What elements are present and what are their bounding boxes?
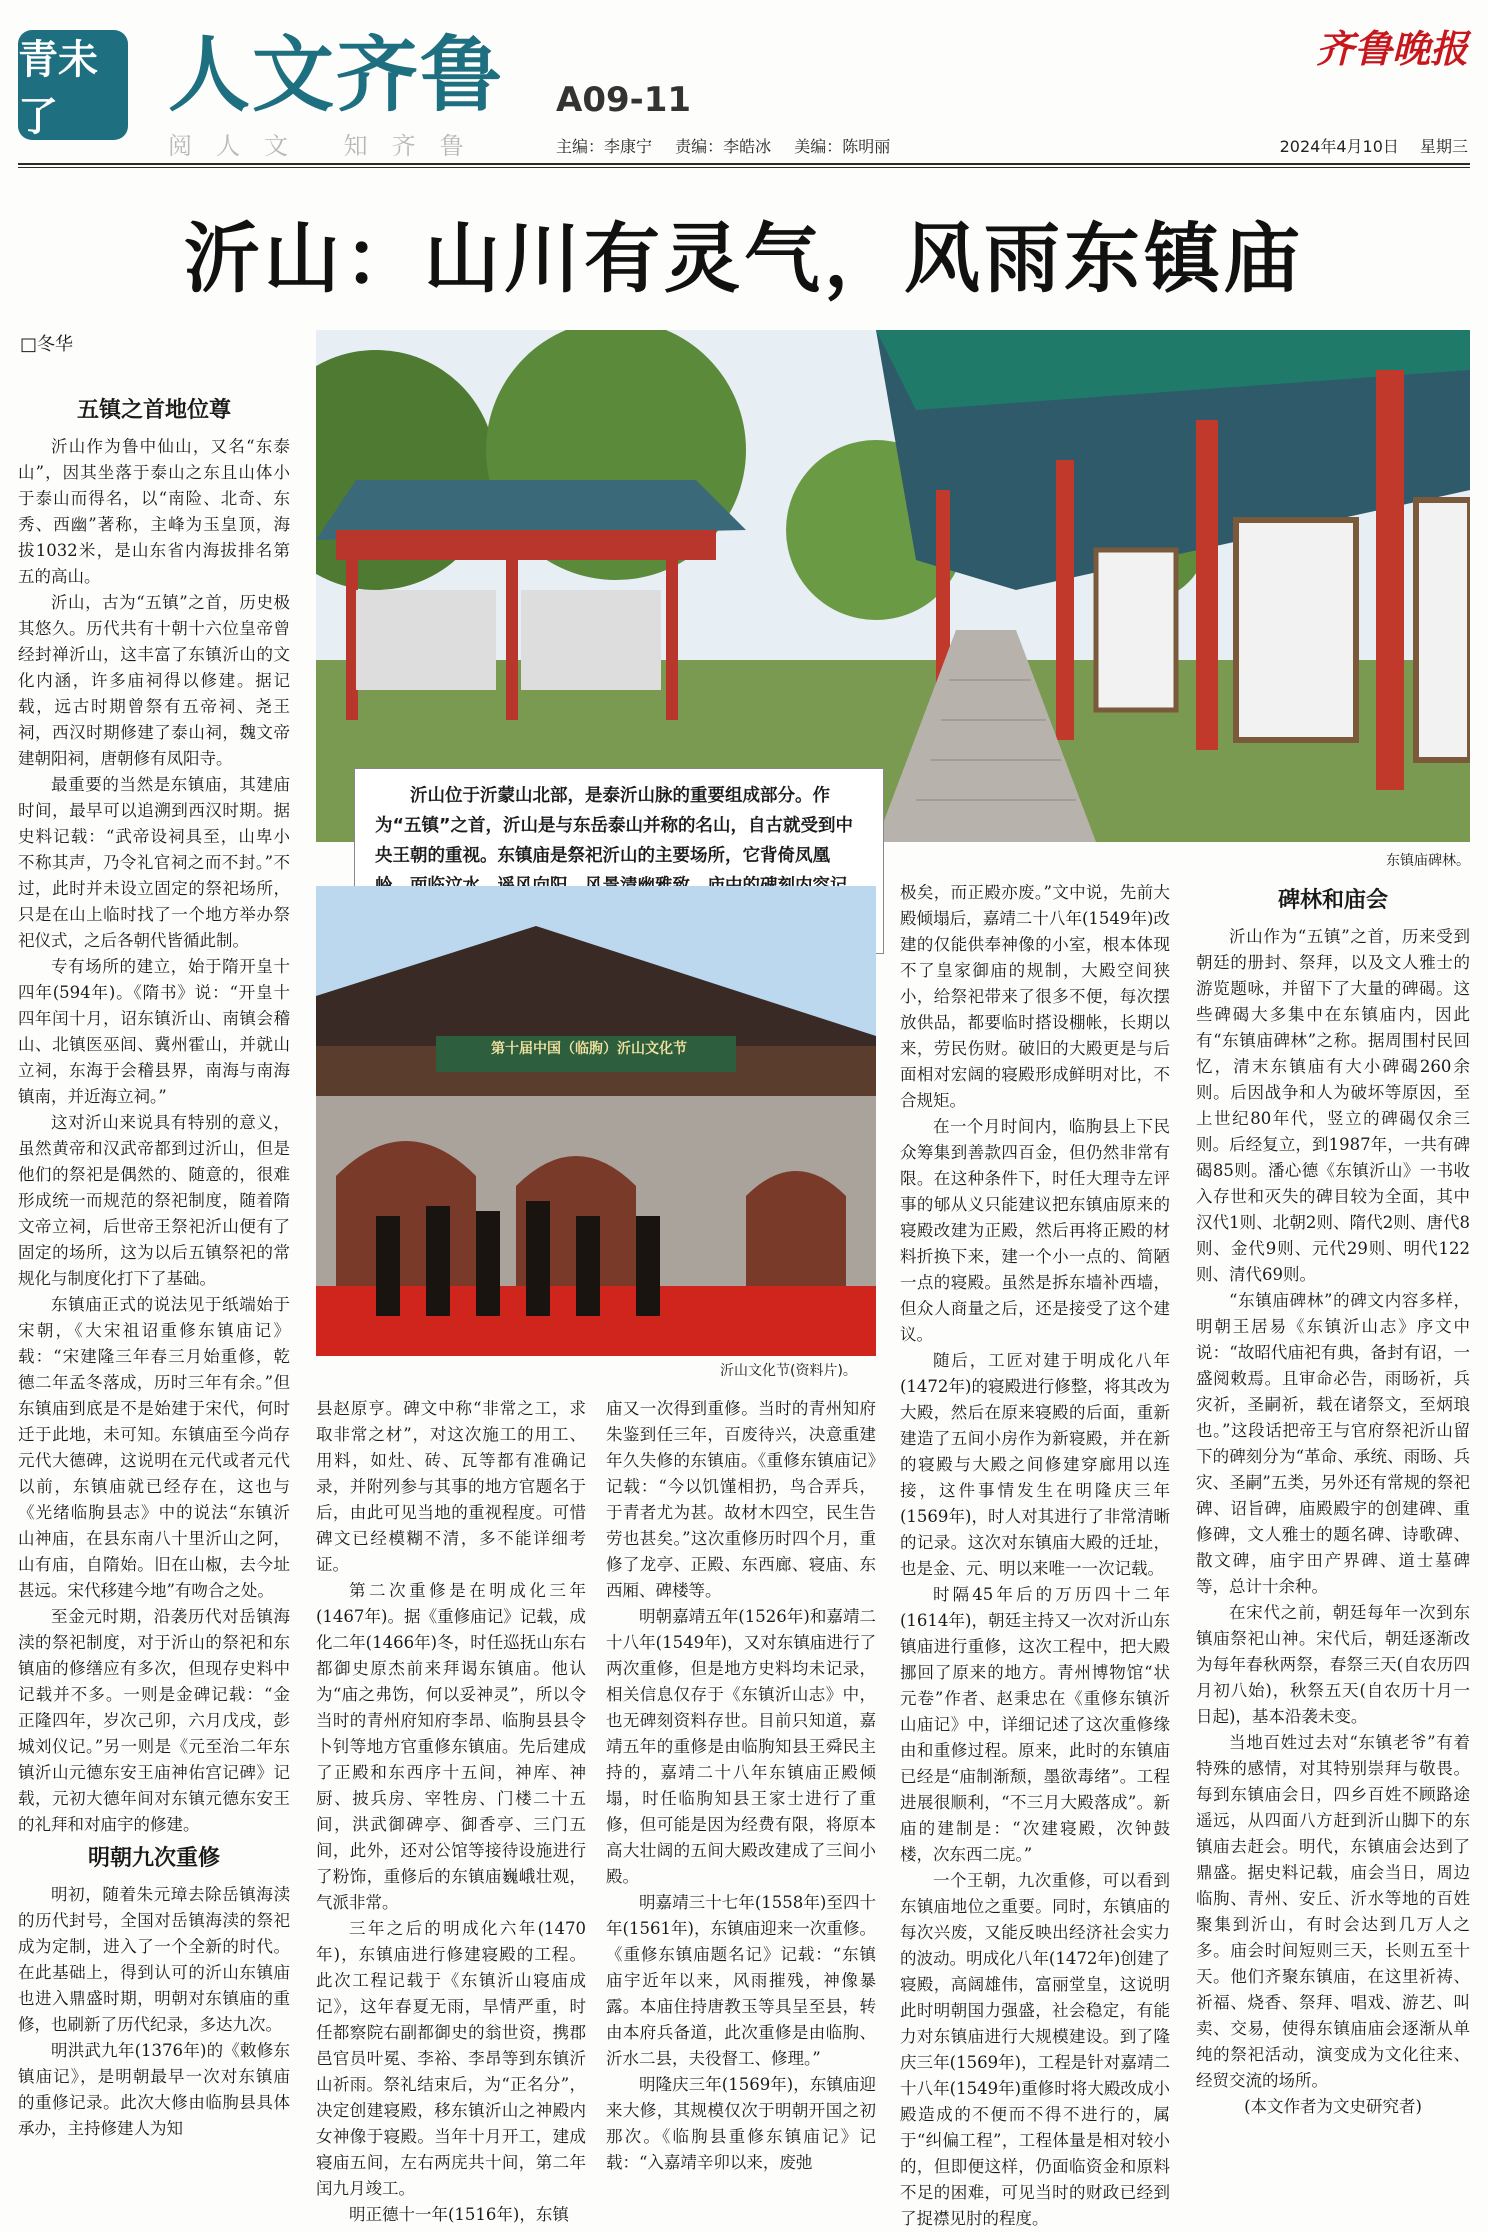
column-1 <box>18 390 290 2142</box>
page-code: A09-11 <box>556 80 692 120</box>
logo <box>18 30 128 140</box>
column-3 <box>606 1396 876 2176</box>
photo2-caption: 沂山文化节(资料片)。 <box>720 1363 857 1379</box>
photo-culture-festival <box>316 886 876 1356</box>
photo-stele-forest-image <box>316 330 1470 842</box>
dateline <box>1264 134 1468 157</box>
responsible-editor: 责编：李皓冰 <box>675 137 772 156</box>
slogan: 阅人文 知齐鲁 <box>168 132 488 160</box>
date: 2024年4月10日 <box>1279 137 1399 156</box>
paragraph: 至金元时期，沿袭历代对岳镇海渎的祭祀制度，对于沂山的祭祀和东镇庙的修缮应有多次，但现存史料中记载并不多。一则是金碑记载：“金正隆四年，岁次己卯，六月戊戌，彭城刘仪记。”另一则是《元至治二年东镇沂山元德东安王庙神佑宫记碑》记载，元初大德年间对东镇元德东安王的礼拜和对庙宇的修建。 <box>18 1607 290 1834</box>
headline: 沂山：山川有灵气，风雨东镇庙 <box>184 214 1304 303</box>
masthead-rule <box>18 163 1470 165</box>
column-5 <box>1196 880 1470 2120</box>
section-heading: 碑林和庙会 <box>1277 888 1388 913</box>
paragraph: 极矣，而正殿亦废。”文中说，先前大殿倾塌后，嘉靖二十八年(1549年)改建的仅能供奉神像的小室，根本体现不了皇家御庙的规制，大殿空间狭小，给祭祀带来了很多不便，每次摆放供品，都要临时搭设棚帐，长期以来，劳民伤财。破旧的大殿更是与后面相对宏阔的寝殿形成鲜明对比，不合规矩。 <box>900 883 1170 1110</box>
paragraph: 第二次重修是在明成化三年(1467年)。据《重修庙记》记载，成化二年(1466年)冬，时任巡抚山东右都御史原杰前来拜谒东镇庙。他认为“庙之弗饬，何以妥神灵”，所以令当时的青州府知府李昂、临朐县县令卜钊等地方官重修东镇庙。先后建成了正殿和东西序十五间，神库、神厨、披兵房、宰牲房、门楼二十五间，洪武御碑亭、御香亭、三门五间，此外，还对公馆等接待设施进行了粉饰，重修后的东镇庙巍峨壮观，气派非常。 <box>316 1581 586 1912</box>
section-title: 人文齐鲁 <box>168 28 505 123</box>
paragraph: 在宋代之前，朝廷每年一次到东镇庙祭祀山神。宋代后，朝廷逐渐改为每年春秋两祭，春祭三天(自农历四月初八始)，秋祭五天(自农历十月一日起)，基本沿袭未变。 <box>1196 1603 1470 1726</box>
column-2 <box>316 1396 586 2228</box>
paragraph: 县赵原亨。碑文中称“非常之工，求取非常之材”，对这次施工的用工、用料，如灶、砖、瓦等都有准确记录，并附列参与其事的地方官题名于后，由此可见当地的重视程度。可惜碑文已经模糊不清，多不能详细考证。 <box>316 1399 586 1574</box>
paragraph: 沂山，古为“五镇”之首，历史极其悠久。历代共有十朝十六位皇帝曾经封禅沂山，这丰富了东镇沂山的文化内涵，许多庙祠得以修建。据记载，远古时期曾祭有五帝祠、尧王祠，西汉时期修建了泰山祠，魏文帝建朝阳祠，唐朝修有凤阳寺。 <box>18 593 290 768</box>
paragraph: 庙又一次得到重修。当时的青州知府朱鉴到任三年，百废待兴，决意重建年久失修的东镇庙。《重修东镇庙记》记载：“今以饥馑相扔，鸟合弄兵，于青者尤为甚。故材木四空，民生告劳也甚矣。”这次重修历时四个月，重修了龙亭、正殿、东西廊、寝庙、东西厢、碑楼等。 <box>606 1399 876 1600</box>
section-heading: 五镇之首地位尊 <box>76 398 231 423</box>
art-editor: 美编：陈明丽 <box>794 137 891 156</box>
editor: 主编：李康宁 <box>556 137 653 156</box>
paragraph: 一个王朝，九次重修，可以看到东镇庙地位之重要。同时，东镇庙的每次兴废，又能反映出经济社会实力的波动。明成化八年(1472年)创建了寝殿，高阔雄伟，富丽堂皇，这说明此时明朝国力强盛，社会稳定，有能力对东镇庙进行大规模建设。到了隆庆三年(1569年)，工程是针对嘉靖二十八年(1549年)重修时将大殿改成小殿造成的不便而不得不进行的，属于“纠偏工程”，工程体量是相对较小的，但即便这样，仍面临资金和原料不足的困难，可见当时的财政已经到了捉襟见肘的程度。 <box>900 1871 1170 2228</box>
paragraph: 明朝嘉靖五年(1526年)和嘉靖二十八年(1549年)，又对东镇庙进行了两次重修，但是地方史料均未记录，相关信息仅存于《东镇沂山志》中，也无碑刻资料存世。目前只知道，嘉靖五年的重修是由临朐知县王舜民主持的，嘉靖二十八年东镇庙正殿倾塌，时任临朐知县王家士进行了重修，但可能是因为经费有限，将原本高大壮阔的五间大殿改建成了三间小殿。 <box>606 1607 876 1886</box>
festival-banner: 第十届中国（临朐）沂山文化节 <box>491 1041 687 1057</box>
paragraph: 明洪武九年(1376年)的《敕修东镇庙记》，是明朝最早一次对东镇庙的重修记录。此次大修由临朐县具体承办，主持修建人为知 <box>18 2041 290 2138</box>
author-note: (本文作者为文史研究者) <box>1244 2097 1422 2116</box>
weekday: 星期三 <box>1419 137 1468 156</box>
paragraph: 时隔45年后的万历四十二年(1614年)，朝廷主持又一次对沂山东镇庙进行重修，这次工程中，把大殿挪回了原来的地方。青州博物馆“状元卷”作者、赵秉忠在《重修东镇沂山庙记》中，详细记述了这次重修缘由和重修过程。原来，此时的东镇庙已经是“庙制渐颓，墨欲毒绪”。工程进展很顺利，“不三月大殿落成”。新庙的建制是：“次建寝殿，次钟鼓楼，次东西二庑。” <box>900 1585 1170 1864</box>
paragraph: 沂山作为“五镇”之首，历来受到朝廷的册封、祭拜，以及文人雅士的游览题咏，并留下了大量的碑碣。这些碑碣大多集中在东镇庙内，因此有“东镇庙碑林”之称。据周围村民回忆，清末东镇庙有大小碑碣260余则。后因战争和人为破坏等原因，至上世纪80年代，竖立的碑碣仅余三则。后经复立，到1987年，一共有碑碣85则。潘心德《东镇沂山》一书收入存世和灭失的碑目较为全面，其中汉代1则、北朝2则、隋代2则、唐代8则、金代9则、元代29则、明代122则、清代69则。 <box>1196 927 1470 1284</box>
logo-text: 青未了 <box>18 37 98 140</box>
masthead-rule-thin <box>18 167 1470 168</box>
photo1-caption: 东镇庙碑林。 <box>1386 853 1470 869</box>
paragraph: 明初，随着朱元璋去除岳镇海渎的历代封号，全国对岳镇海渎的祭祀成为定制，进入了一个全新的时代。在此基础上，得到认可的沂山东镇庙也进入鼎盛时期，明朝对东镇庙的重修，也刷新了历代纪录，多达九次。 <box>18 1885 290 2034</box>
photo-stele-forest <box>316 330 1470 842</box>
paragraph: 在一个月时间内，临朐县上下民众筹集到善款四百金，但仍然非常有限。在这种条件下，时任大理寺左评事的郇从义只能建议把东镇庙原来的寝殿改建为正殿，然后再将正殿的材料折换下来，建一个小一点的、简陋一点的寝殿。虽然是拆东墙补西墙，但众人商量之后，还是接受了这个建议。 <box>900 1117 1170 1344</box>
paragraph: 明嘉靖三十七年(1558年)至四十年(1561年)，东镇庙迎来一次重修。《重修东镇庙题名记》记载：“东镇庙宇近年以来，风雨摧残，神像暴露。本庙住持唐教玉等具呈至县，转由本府兵备道，此次重修是由临朐、沂水二县，夫役督工、修理。” <box>606 1893 876 2068</box>
paragraph: “东镇庙碑林”的碑文内容多样，明朝王居易《东镇沂山志》序文中说：“故昭代庙祀有典，备封有诏，一盛阅敕焉。且审命必告，雨旸祈，兵灾祈，圣嗣祈，载在诸祭文，至炳琅也。”这段话把帝王与官府祭祀沂山留下的碑刻分为“革命、承统、雨旸、兵灾、圣嗣”五类，另外还有常规的祭祀碑、诏旨碑，庙殿殿宇的创建碑、重修碑，文人雅士的题名碑、诗歌碑、散文碑，庙宇田产界碑、道士墓碑等，总计十余种。 <box>1196 1291 1470 1596</box>
paragraph: 专有场所的建立，始于隋开皇十四年(594年)。《隋书》说：“开皇十四年闰十月，诏东镇沂山、南镇会稽山、北镇医巫闾、冀州霍山，并就山立祠，东海于会稽县界，南海与南海镇南，并近海立祠。” <box>18 957 290 1106</box>
paper-name-logo: 齐鲁晚报 <box>1315 26 1468 71</box>
paragraph: 最重要的当然是东镇庙，其建庙时间，最早可以追溯到西汉时期。据史料记载：“武帝设祠具至，山卑小不称其声，乃令礼官祠之而不封。”不过，此时并未设立固定的祭祀场所，只是在山上临时找了一个地方举办祭祀仪式，之后各朝代皆循此制。 <box>18 775 290 950</box>
photo-culture-festival-image <box>316 886 876 1356</box>
paragraph: 明隆庆三年(1569年)，东镇庙迎来大修，其规模仅次于明朝开国之初那次。《临朐县重修东镇庙记》记载：“入嘉靖辛卯以来，废弛 <box>606 2075 876 2172</box>
paragraph: 三年之后的明成化六年(1470年)，东镇庙进行修建寝殿的工程。此次工程记载于《东镇沂山寝庙成记》，这年春夏无雨，旱情严重，时任都察院右副都御史的翁世资，携郡邑官员叶冕、李裕、李昂等到东镇沂山祈雨。祭礼结束后，为“正名分”，决定创建寝殿，移东镇沂山之神殿内女神像于寝殿。当年十月开工，建成寝庙五间，左右两庑共十间，第二年闰九月竣工。 <box>316 1919 586 2198</box>
paragraph: 这对沂山来说具有特别的意义，虽然黄帝和汉武帝都到过沂山，但是他们的祭祀是偶然的、随意的，很难形成统一而规范的祭祀制度，随着隋文帝立祠，后世帝王祭祀沂山便有了固定的场所，这为以后五镇祭祀的常规化与制度化打下了基础。 <box>18 1113 290 1288</box>
paragraph: 明正德十一年(1516年)，东镇 <box>349 2205 569 2224</box>
paragraph: 当地百姓过去对“东镇老爷”有着特殊的感情，对其特别崇拜与敬畏。每到东镇庙会日，四乡百姓不顾路途遥远，从四面八方赶到沂山脚下的东镇庙去赶会。明代，东镇庙会达到了鼎盛。据史料记载，庙会当日，周边临朐、青州、安丘、沂水等地的百姓聚集到沂山，有时会达到几万人之多。庙会时间短则三天，长则五至十天。他们齐聚东镇庙，在这里祈祷、祈福、烧香、祭拜、唱戏、游艺、叫卖、交易，使得东镇庙庙会逐渐从单纯的祭祀活动，演变成为文化往来、经贸交流的场所。 <box>1196 1733 1470 2090</box>
column-4 <box>900 880 1170 2232</box>
paragraph: 沂山作为鲁中仙山，又名“东泰山”，因其坐落于泰山之东且山体小于泰山而得名，以“南险、北奇、东秀、西幽”著称，主峰为玉皇顶，海拔1032米，是山东省内海拔排名第五的高山。 <box>18 437 290 586</box>
byline: □冬华 <box>20 334 74 355</box>
credits <box>556 134 908 157</box>
summary-callout: 沂山位于沂蒙山北部，是泰沂山脉的重要组成部分。作为“五镇”之首，沂山是与东岳泰山并称的名山，自古就受到中央王朝的重视。东镇庙是祭祀沂山的主要场所，它背倚凤凰 <box>354 768 884 954</box>
paragraph: 东镇庙正式的说法见于纸端始于宋朝，《大宋祖诏重修东镇庙记》载：“宋建隆三年春三月始重修，乾德二年孟冬落成，历时三年有余。”但东镇庙到底是不是始建于宋代，何时迁于此地，未可知。东镇庙至今尚存元代大德碑，这说明在元代或者元代以前，东镇庙就已经存在，这也与《光绪临朐县志》中的说法“东镇沂山神庙，在县东南八十里沂山之阿，山有庙，自隋始。旧在山椒，去今址甚远。宋代移建今地”有吻合之处。 <box>18 1295 290 1600</box>
paragraph: 随后，工匠对建于明成化八年(1472年)的寝殿进行修整，将其改为大殿，然后在原来寝殿的后面，重新建造了五间小房作为新寝殿，并在新的寝殿与大殿之间修建穿廊用以连接，这件事情发生在明隆庆三年(1569年)，时人对其进行了非常清晰的记录。这次对东镇庙大殿的迁址，也是金、元、明以来唯一一次记载。 <box>900 1351 1170 1578</box>
section-heading: 明朝九次重修 <box>87 1846 220 1871</box>
